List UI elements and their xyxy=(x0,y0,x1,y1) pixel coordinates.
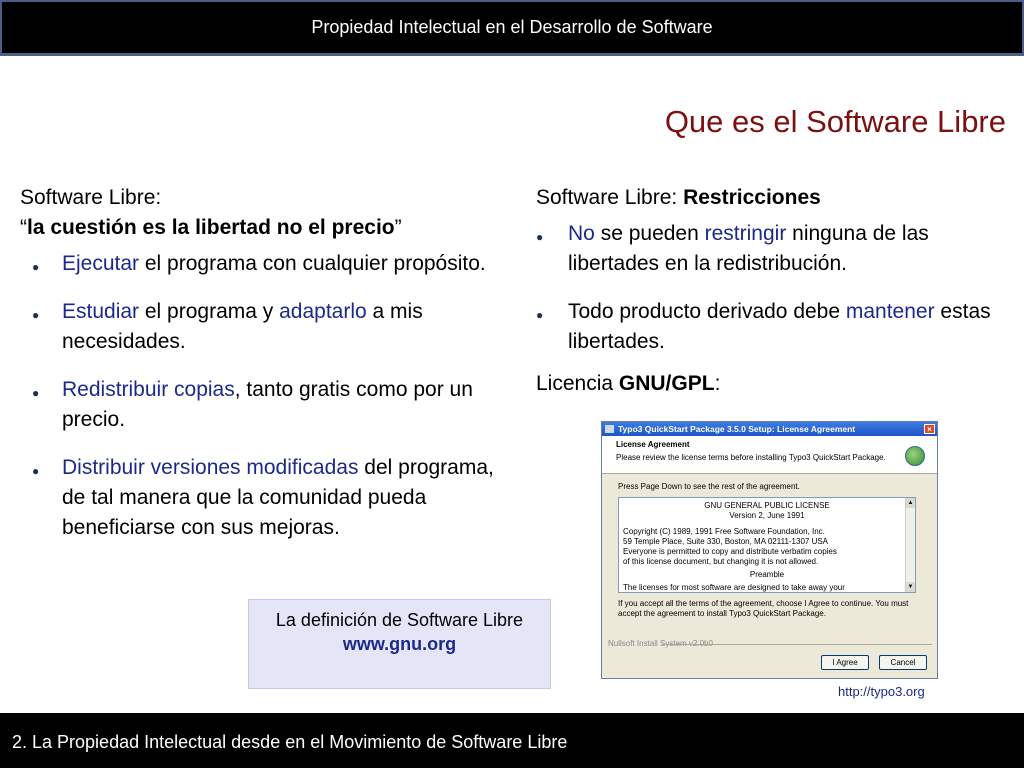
license-line: Preamble xyxy=(749,570,785,579)
dialog-header xyxy=(602,436,937,474)
left-lead-line1: Software Libre: xyxy=(20,186,162,209)
license-line: 59 Temple Place, Suite 330, Boston, MA 02111-1307 USA xyxy=(623,537,829,546)
license-scrollbar[interactable] xyxy=(905,498,915,592)
quote-open: “ xyxy=(20,216,27,239)
license-line: Version 2, June 1991 xyxy=(729,511,805,520)
dialog-divider xyxy=(662,644,932,645)
bullet-text: a mis necesidades. xyxy=(62,300,423,353)
dialog-titlebar xyxy=(602,422,937,436)
bullet-icon: ● xyxy=(32,386,40,400)
scroll-up-icon[interactable]: ▲ xyxy=(907,500,914,506)
list-item xyxy=(536,219,1006,279)
bullet-text: ninguna de las libertades en la redistribución. xyxy=(568,222,929,275)
quote-close: ” xyxy=(394,216,402,239)
left-quote: la cuestión es la libertad no el precio xyxy=(27,216,395,239)
header-title: Propiedad Intelectual en el Desarrollo de Software xyxy=(311,17,713,37)
license-line: The licenses for most software are designed to take away your xyxy=(623,583,845,592)
slide-footer xyxy=(0,713,1024,768)
bullet-icon: ● xyxy=(32,260,40,274)
bullet-icon: ● xyxy=(536,308,544,322)
bullet-keyword: Distribuir versiones modificadas xyxy=(62,456,359,479)
bullet-keyword: Redistribuir copias xyxy=(62,378,235,401)
license-dialog-screenshot xyxy=(601,421,938,679)
dialog-instruction: Press Page Down to see the rest of the agreement. xyxy=(618,482,800,491)
list-item xyxy=(20,249,500,279)
i-agree-button[interactable]: I Agree xyxy=(821,655,869,670)
license-name: GNU/GPL xyxy=(618,372,715,395)
right-lead-bold: Restricciones xyxy=(683,186,821,209)
bullet-text: , tanto gratis como por un precio. xyxy=(62,378,473,431)
bullet-icon: ● xyxy=(32,308,40,322)
bullet-keyword: Ejecutar xyxy=(62,252,140,275)
footer-text: 2. La Propiedad Intelectual desde en el Movimiento de Software Libre xyxy=(12,732,568,752)
list-item xyxy=(20,375,500,435)
bullet-text: el programa y xyxy=(139,300,280,323)
source-link[interactable]: http://typo3.org xyxy=(838,684,925,699)
left-bullet-list xyxy=(20,249,500,543)
accept-instructions: If you accept all the terms of the agreement, choose I Agree to continue. You must accept the agreement to install Typo3 QuickStart Package. xyxy=(618,599,909,618)
bullet-keyword: No xyxy=(568,222,595,245)
typo3-logo-icon xyxy=(905,446,925,466)
list-item xyxy=(20,453,500,543)
left-lead xyxy=(20,183,500,243)
bullet-text: del programa, de tal manera que la comunidad pueda beneficiarse con sus mejoras. xyxy=(62,456,494,539)
definition-callout xyxy=(248,599,551,689)
callout-link[interactable]: www.gnu.org xyxy=(342,634,457,654)
dialog-title: Typo3 QuickStart Package 3.5.0 Setup: License Agreement xyxy=(618,424,856,434)
bullet-text: estas libertades. xyxy=(568,300,991,353)
bullet-keyword: mantener xyxy=(845,300,935,323)
installer-icon xyxy=(605,425,614,433)
bullet-icon: ● xyxy=(32,464,40,478)
license-line: Everyone is permitted to copy and distribute verbatim copies xyxy=(623,547,837,556)
left-column xyxy=(20,183,500,561)
callout-text: La definición de Software Libre xyxy=(275,610,524,630)
right-bullet-list xyxy=(536,219,1006,357)
list-item xyxy=(20,297,500,357)
right-column xyxy=(536,183,1006,403)
scroll-down-icon[interactable]: ▼ xyxy=(907,584,914,590)
bullet-keyword: adaptarlo xyxy=(279,300,367,323)
license-lead xyxy=(536,369,1006,399)
bullet-icon: ● xyxy=(536,230,544,244)
dialog-heading: License Agreement xyxy=(616,440,690,449)
slide-title: Que es el Software Libre xyxy=(664,104,1006,139)
license-textbox[interactable] xyxy=(618,497,916,593)
bullet-text: el programa con cualquier propósito. xyxy=(139,252,486,275)
installer-branding: Nullsoft Install System v2.0b0 xyxy=(608,639,713,648)
bullet-text: Todo producto derivado debe xyxy=(568,300,846,323)
bullet-text: se pueden xyxy=(594,222,705,245)
bullet-keyword: Estudiar xyxy=(62,300,140,323)
license-line: of this license document, but changing it is not allowed. xyxy=(623,557,819,566)
cancel-button[interactable]: Cancel xyxy=(879,655,927,670)
close-icon[interactable]: × xyxy=(924,424,935,434)
dialog-subheading: Please review the license terms before installing Typo3 QuickStart Package. xyxy=(616,453,886,462)
slide-header xyxy=(0,0,1024,56)
list-item xyxy=(536,297,1006,357)
license-line: GNU GENERAL PUBLIC LICENSE xyxy=(704,501,830,510)
license-prefix: Licencia xyxy=(536,372,619,395)
dialog-body xyxy=(602,474,937,619)
license-suffix: : xyxy=(714,372,721,395)
right-lead xyxy=(536,183,1006,213)
right-lead-prefix: Software Libre: xyxy=(536,186,684,209)
license-line: Copyright (C) 1989, 1991 Free Software Foundation, Inc. xyxy=(623,527,825,536)
bullet-keyword: restringir xyxy=(704,222,787,245)
